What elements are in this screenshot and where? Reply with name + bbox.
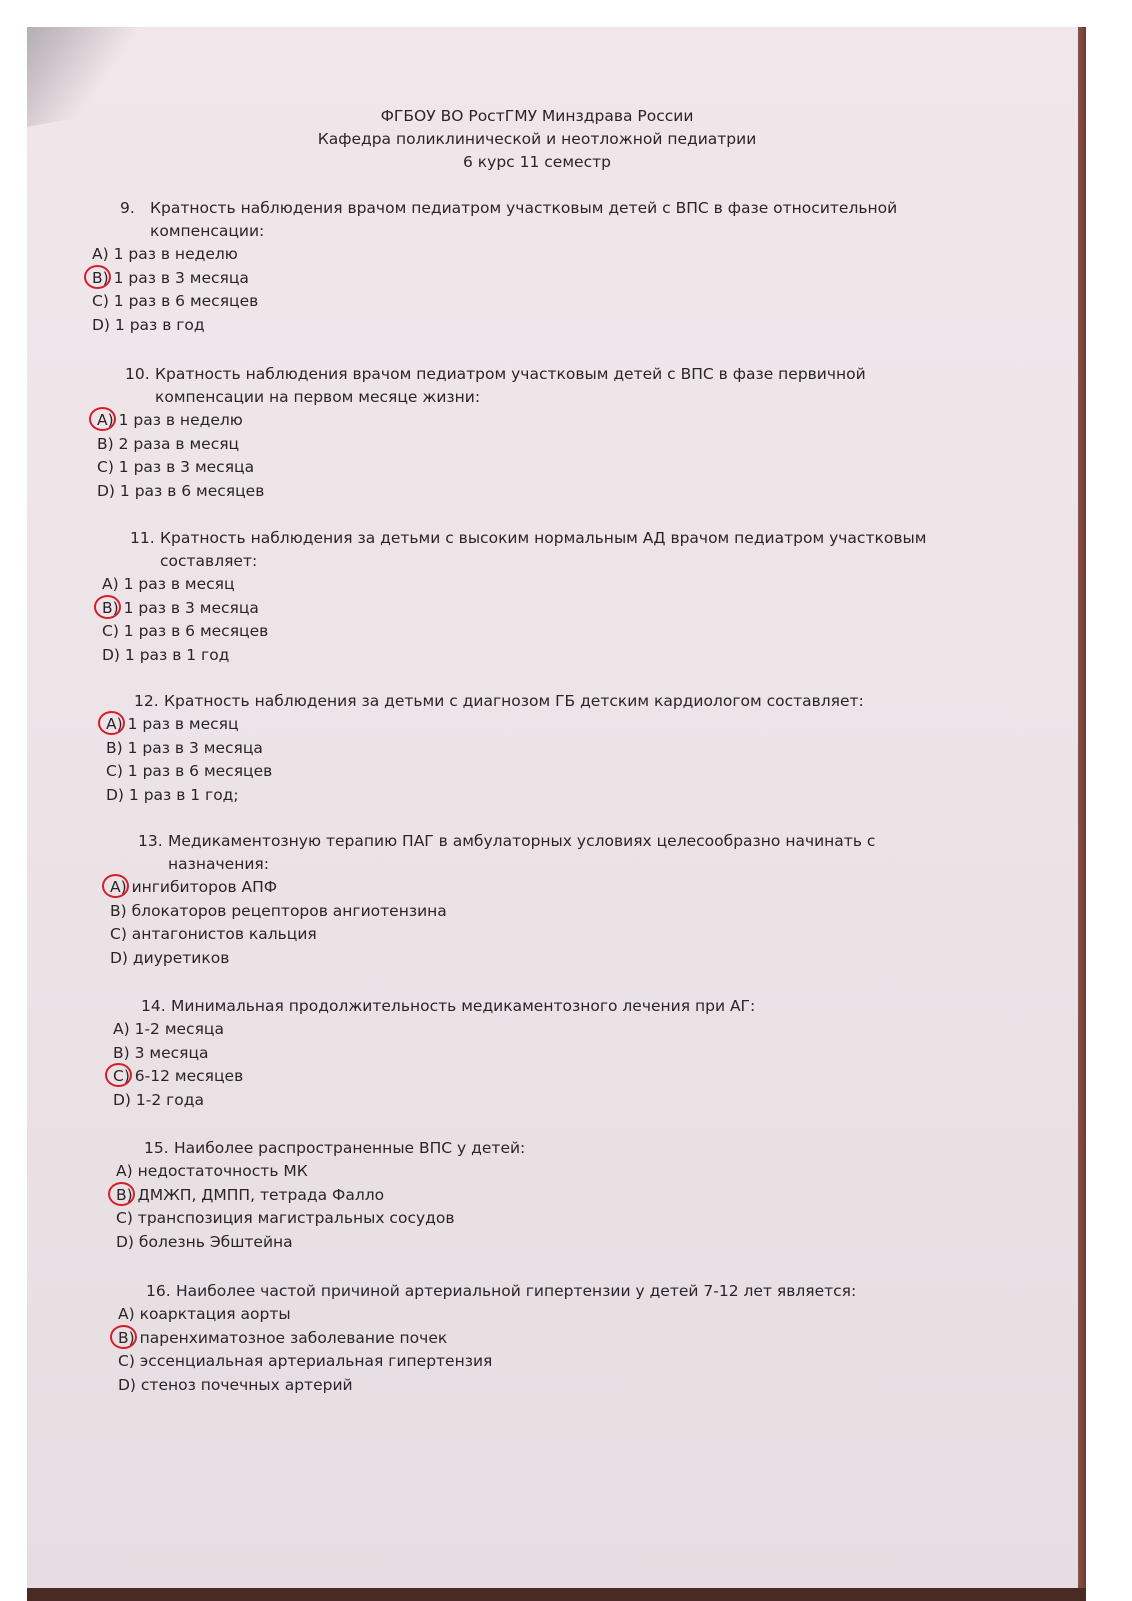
question-stem: Наиболее распространенные ВПС у детей: (174, 1139, 526, 1157)
question-stem-cont: назначения: (168, 855, 269, 873)
option-a: A) недостаточность МК (116, 1162, 308, 1180)
question-stem: Кратность наблюдения врачом педиатром участковым детей с ВПС в фазе относительной (150, 199, 898, 217)
option-d: D) болезнь Эбштейна (116, 1232, 293, 1251)
question-number: 12. (134, 692, 159, 710)
option-d: D) 1 раз в 1 год (102, 645, 230, 664)
question-13 (110, 830, 876, 970)
answer-circle-mark (110, 1325, 137, 1349)
question-stem: Медикаментозную терапию ПАГ в амбулаторных условиях целесообразно начинать с (168, 832, 876, 850)
question-number: 11. (130, 529, 155, 547)
option-b: B) 2 раза в месяц (97, 434, 240, 453)
option-c: C) эссенциальная артериальная гипертензия (118, 1352, 493, 1370)
question-16 (118, 1280, 857, 1397)
question-stem: Кратность наблюдения за детьми с диагнозом ГБ детским кардиологом составляет: (164, 692, 864, 710)
question-text (138, 830, 875, 876)
option-d: D) 1 раз в 6 месяцев (97, 481, 265, 500)
question-text (141, 995, 755, 1018)
option-a: A) коарктация аорты (118, 1305, 291, 1323)
document-header (27, 105, 1047, 174)
header-department: Кафедра поликлинической и неотложной педиатрии (317, 130, 757, 148)
question-stem: Наиболее частой причиной артериальной гипертензии у детей 7-12 лет является: (176, 1282, 857, 1300)
option-d: D) стеноз почечных артерий (118, 1375, 353, 1394)
question-text (125, 363, 866, 409)
option-d: D) 1-2 года (113, 1090, 204, 1109)
option-b: B) 1 раз в 3 месяца (106, 738, 263, 757)
question-11 (102, 527, 927, 667)
question-stem: Минимальная продолжительность медикаментозного лечения при АГ: (171, 997, 756, 1015)
option-d: D) 1 раз в год (92, 315, 205, 334)
option-b: B) 1 раз в 3 месяца (102, 597, 898, 621)
option-b: B) 3 месяца (113, 1043, 209, 1062)
question-stem-cont: компенсации: (150, 222, 265, 240)
question-number: 15. (144, 1139, 169, 1157)
option-b: B) ДМЖП, ДМПП, тетрада Фалло (116, 1184, 497, 1208)
header-institution: ФГБОУ ВО РостГМУ Минздрава России (380, 107, 694, 125)
question-14 (113, 995, 756, 1112)
question-number: 9. (120, 199, 135, 217)
question-10 (97, 363, 866, 503)
option-c: C) 6-12 месяцев (113, 1065, 727, 1089)
question-number: 14. (141, 997, 166, 1015)
option-d: D) диуретиков (110, 948, 230, 967)
question-stem: Кратность наблюдения врачом педиатром участковым детей с ВПС в фазе первичной (155, 365, 866, 383)
option-a: A) 1 раз в месяц (102, 575, 235, 593)
answer-circle-mark (105, 1063, 132, 1087)
option-a: A) 1-2 месяца (113, 1020, 224, 1038)
option-c: C) антагонистов кальция (110, 925, 317, 943)
question-text (146, 1280, 856, 1303)
option-b: B) паренхиматозное заболевание почек (118, 1327, 828, 1351)
option-a: A) 1 раз в месяц (106, 713, 836, 737)
option-c: C) транспозиция магистральных сосудов (116, 1209, 455, 1227)
paper-sheet (27, 27, 1078, 1601)
question-15 (116, 1137, 526, 1254)
question-stem: Кратность наблюдения за детьми с высоким нормальным АД врачом педиатром участковым (160, 529, 927, 547)
question-12 (106, 690, 864, 807)
option-c: C) 1 раз в 6 месяцев (92, 292, 259, 310)
option-a: A) 1 раз в неделю (92, 245, 238, 263)
answer-circle-mark (102, 874, 129, 898)
header-course: 6 курс 11 семестр (463, 153, 611, 171)
question-number: 13. (138, 832, 163, 850)
question-number: 10. (125, 365, 150, 383)
option-d: D) 1 раз в 1 год; (106, 785, 239, 804)
question-number: 16. (146, 1282, 171, 1300)
question-9 (92, 197, 898, 337)
answer-circle-mark (108, 1182, 135, 1206)
answer-circle-mark (98, 711, 125, 735)
option-c: C) 1 раз в 6 месяцев (106, 762, 273, 780)
option-b: B) блокаторов рецепторов ангиотензина (110, 901, 447, 920)
question-text (144, 1137, 525, 1160)
question-text (120, 197, 897, 243)
answer-circle-mark (89, 407, 116, 431)
answer-circle-mark (94, 595, 121, 619)
question-stem-cont: составляет: (160, 552, 258, 570)
document-content (27, 27, 1078, 1601)
question-text (134, 690, 864, 713)
option-c: C) 1 раз в 6 месяцев (102, 622, 269, 640)
table-surface (27, 1588, 1086, 1601)
question-text (130, 527, 926, 573)
option-c: C) 1 раз в 3 месяца (97, 458, 255, 476)
option-b: B) 1 раз в 3 месяца (92, 267, 869, 291)
answer-circle-mark (84, 265, 111, 289)
option-a: A) 1 раз в неделю (97, 409, 838, 433)
option-a: A) ингибиторов АПФ (110, 876, 847, 900)
table-edge (1078, 27, 1086, 1601)
question-stem-cont: компенсации на первом месяце жизни: (155, 388, 481, 406)
